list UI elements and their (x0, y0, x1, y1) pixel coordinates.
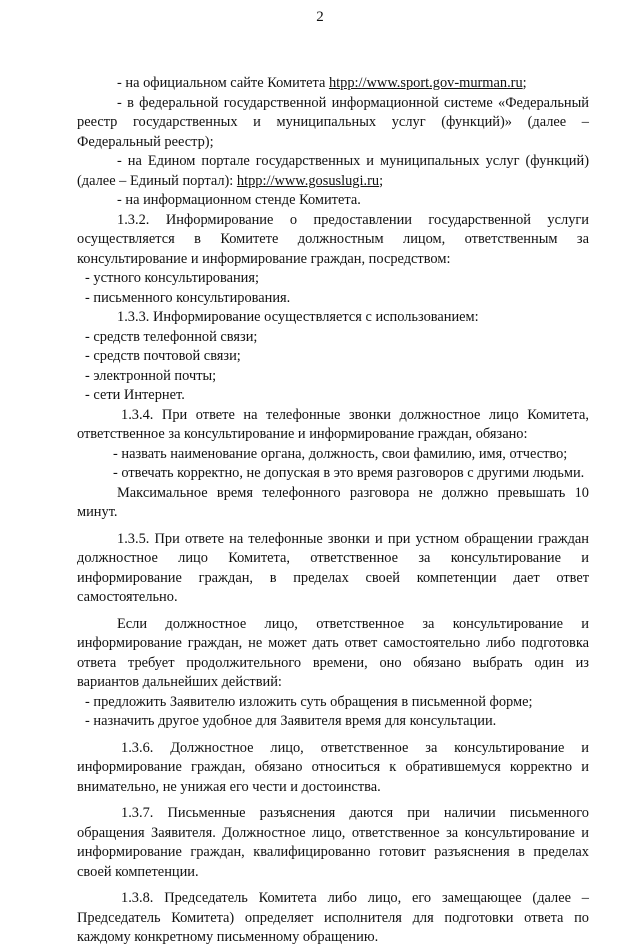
unified-portal-suffix: ; (379, 172, 384, 189)
list-item-reschedule: - назначить другое удобное для Заявителя время для консультации. (85, 713, 497, 729)
list-item-oral-consulting: - устного консультирования; (85, 270, 259, 286)
unified-portal-text: - на Едином портале государственных и муниципальных услуг (функций) (далее – Единый портал): (77, 153, 589, 189)
document-body (77, 74, 589, 948)
paragraph-1-3-7: 1.3.7. Письменные разъяснения даются при наличии письменного обращения Заявителя. Должностное лицо, ответственное за консультирование и информирование граждан, квалифицированно готовит разъяснения в пределах своей компетенции. (77, 805, 589, 880)
list-item-be-polite: - отвечать корректно, не допуская в это время разговоров с другими людьми. (113, 465, 585, 481)
paragraph-max-call-time: Максимальное время телефонного разговора не должно превышать 10 минут. (77, 484, 589, 520)
list-item-phone: - средств телефонной связи; (85, 328, 258, 345)
paragraph-1-3-2: 1.3.2. Информирование о предоставлении государственной услуги осуществляется в Комитете должностным лицом, ответственным за консультирование и информирование граждан, посредством: (77, 211, 589, 267)
paragraph-1-3-6: 1.3.6. Должностное лицо, ответственное за консультирование и информирование граждан, обязано относиться к обратившемуся корректно и внимательно, не унижая его чести и достоинства. (77, 739, 589, 795)
list-item-post: - средств почтовой связи; (85, 348, 241, 364)
official-site-suffix: ; (522, 75, 527, 91)
unified-portal-link[interactable]: htpp://www.gosuslugi.ru (236, 172, 380, 189)
paragraph-if-cannot-answer: Если должностное лицо, ответственное за консультирование и информирование граждан, не может дать ответ самостоятельно либо подготовка ответа требует продолжительного времени, оно обязано выбрать один из вариантов дальнейших действий: (77, 615, 589, 690)
list-item-internet: - сети Интернет. (85, 387, 185, 403)
list-item-introduce: - назвать наименование органа, должность, свои фамилию, имя, отчество; (113, 445, 568, 462)
list-item-official-site (77, 74, 589, 94)
official-site-text: - на официальном сайте Комитета (117, 75, 329, 91)
page-number: 2 (316, 9, 324, 25)
list-item-unified-portal (77, 152, 589, 191)
list-item-federal-registry: - в федеральной государственной информационной системе «Федеральный реестр государственных и муниципальных услуг (функций)» (далее – Федеральный реестр); (77, 94, 589, 150)
paragraph-1-3-5: 1.3.5. При ответе на телефонные звонки и при устном обращении граждан должностное лицо Комитета, ответственное за консультирование и информирование граждан, в пределах своей компетенции дает ответ самостоятельно. (77, 530, 589, 605)
paragraph-1-3-3: 1.3.3. Информирование осуществляется с использованием: (117, 309, 479, 325)
list-item-written-consulting: - письменного консультирования. (85, 289, 291, 306)
official-site-link[interactable]: htpp://www.sport.gov-murman.ru (328, 75, 523, 91)
paragraph-1-3-8: 1.3.8. Председатель Комитета либо лицо, его замещающее (далее – Председатель Комитета) определяет исполнителя для подготовки ответа по каждому конкретному письменному обращению. (77, 890, 589, 945)
list-item-info-stand: - на информационном стенде Комитета. (117, 192, 361, 208)
list-item-email: - электронной почты; (85, 367, 217, 384)
paragraph-1-3-4: 1.3.4. При ответе на телефонные звонки должностное лицо Комитета, ответственное за консультирование и информирование граждан, обязано: (77, 406, 589, 442)
list-item-write-request: - предложить Заявителю изложить суть обращения в письменной форме; (85, 693, 533, 710)
